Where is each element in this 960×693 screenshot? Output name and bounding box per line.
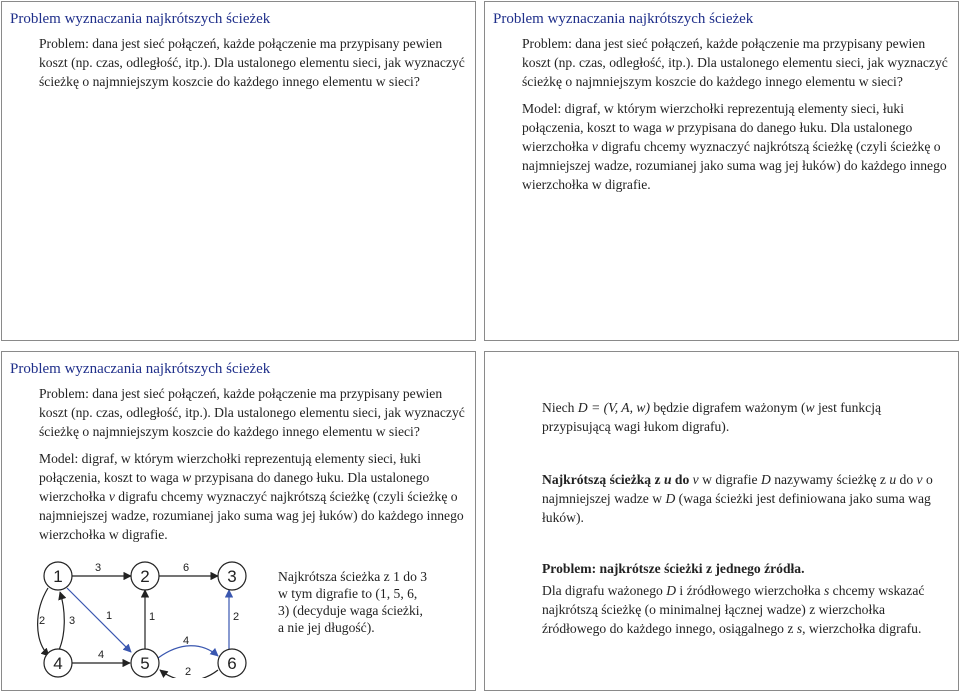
- vertex-label: 5: [140, 654, 150, 673]
- definition-weighted-digraph: Niech D = (V, A, w) będzie digrafem ważonym (w jest funkcją przypisującą wagi łukom digrafu).: [542, 400, 882, 434]
- problem-paragraph: Problem: dana jest sieć połączeń, każde połączenie ma przypisany pewien koszt (np. czas, odległość, itp.). Dla ustalonego elementu sieci, jak wyznaczyć ścieżkę o najmniejszym koszcie do każdego innego elementu w sieci?: [522, 36, 948, 89]
- edge-5-6: [158, 646, 218, 658]
- vertex-label: 4: [53, 654, 63, 673]
- edge-weight: 4: [182, 635, 190, 647]
- slide-body: [39, 384, 465, 552]
- edge-weight: 4: [97, 649, 105, 661]
- edge-weight: 2: [38, 615, 46, 627]
- vertex-label: 1: [53, 567, 63, 586]
- single-source-problem: [542, 559, 944, 638]
- slide-1: [1, 1, 476, 341]
- slide-2: [484, 1, 959, 341]
- slide-4: [484, 351, 959, 691]
- edge-weight: 1: [105, 610, 113, 622]
- graph-caption: Najkrótsza ścieżka z 1 do 3 w tym digrafie to (1, 5, 6, 3) (decyduje waga ścieżki, a nie jej długość).: [278, 569, 428, 635]
- edge-weight: 2: [184, 666, 192, 678]
- weighted-digraph: [12, 556, 262, 678]
- edge-weight: 3: [68, 615, 76, 627]
- edge-weight: 1: [148, 611, 156, 623]
- problem-paragraph: Problem: dana jest sieć połączeń, każde połączenie ma przypisany pewien koszt (np. czas, odległość, itp.). Dla ustalonego elementu sieci, jak wyznaczyć ścieżkę o najmniejszym koszcie do każdego innego elementu w sieci?: [39, 386, 465, 439]
- definition-shortest-path: Najkrótszą ścieżką z u do v w digrafie D nazywamy ścieżkę z u do v o najmniejszej wadze w D (waga ścieżki jest definiowana jako suma wag łuków).: [542, 472, 933, 525]
- slide-title: Problem wyznaczania najkrótszych ścieżek: [10, 11, 271, 27]
- edge-4-1: [58, 592, 64, 652]
- vertex-label: 6: [227, 654, 237, 673]
- slide-title: Problem wyznaczania najkrótszych ścieżek: [493, 11, 754, 27]
- model-paragraph: Model: digraf, w którym wierzchołki reprezentują elementy sieci, łuki połączenia, koszt to waga w przypisana do danego łuku. Dla ustalonego wierzchołka v digrafu chcemy wyznaczyć najkrótszą ścieżkę (czyli ścieżkę o najmniejszej wadze, rozumianej jako suma wag jej łuków) do każdego innego wierzchołka w digrafie.: [522, 101, 947, 192]
- problem-description: Dla digrafu ważonego D i źródłowego wierzchołka s chcemy wskazać najkrótszą ścieżkę (o minimalnej łącznej wadze) z wierzchołka źródłowego do każdego innego, osiągalnego z s, wierzchołka digrafu.: [542, 583, 925, 636]
- edge-weight: 3: [94, 562, 102, 574]
- edge-1-5: [67, 588, 131, 652]
- vertex-label: 2: [140, 567, 150, 586]
- vertex-label: 3: [227, 567, 237, 586]
- edge-weight: 2: [232, 611, 240, 623]
- problem-paragraph: Problem: dana jest sieć połączeń, każde połączenie ma przypisany pewien koszt (np. czas, odległość, itp.). Dla ustalonego elementu sieci, jak wyznaczyć ścieżkę o najmniejszym koszcie do każdego innego elementu w sieci?: [39, 36, 465, 89]
- model-paragraph: Model: digraf, w którym wierzchołki reprezentują elementy sieci, łuki połączenia, koszt to waga w przypisana do danego łuku. Dla ustalonego wierzchołka v digrafu chcemy wyznaczyć najkrótszą ścieżkę (czyli ścieżkę o najmniejszej wadze, rozumianej jako suma wag jej łuków) do każdego innego wierzchołka w digrafie.: [39, 451, 464, 542]
- problem-title: Problem: najkrótsze ścieżki z jednego źródła.: [542, 561, 805, 576]
- edge-weight: 6: [182, 562, 190, 574]
- slide-body: [522, 34, 948, 202]
- slide-title: Problem wyznaczania najkrótszych ścieżek: [10, 361, 271, 377]
